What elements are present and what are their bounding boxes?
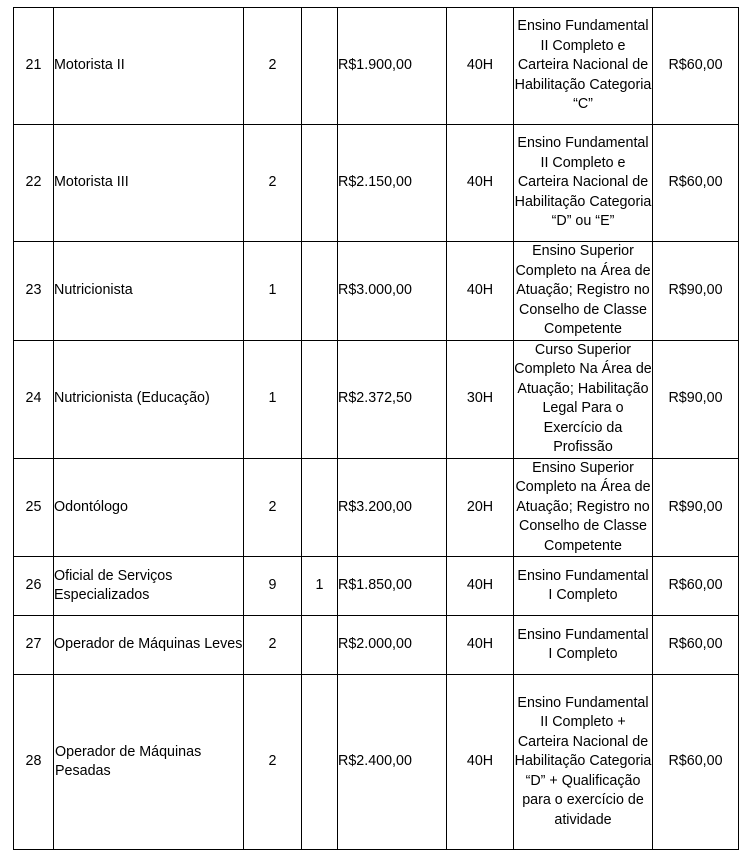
row-number: 23 <box>14 242 54 341</box>
vacancies: 2 <box>244 125 302 242</box>
registration-fee: R$90,00 <box>653 458 739 557</box>
reserved-vacancies: 1 <box>302 557 338 616</box>
registration-fee: R$60,00 <box>653 557 739 616</box>
registration-fee: R$60,00 <box>653 8 739 125</box>
salary: R$1.900,00 <box>338 8 447 125</box>
vacancies: 1 <box>244 242 302 341</box>
position-name: Operador de Máquinas Pesadas <box>54 675 244 850</box>
workload: 20H <box>447 458 514 557</box>
salary: R$2.400,00 <box>338 675 447 850</box>
position-name: Odontólogo <box>54 458 244 557</box>
position-name: Operador de Máquinas Leves <box>54 616 244 675</box>
table-row <box>14 675 739 850</box>
position-name: Oficial de Serviços Especializados <box>54 557 244 616</box>
row-number: 21 <box>14 8 54 125</box>
salary: R$1.850,00 <box>338 557 447 616</box>
table-row <box>14 242 739 341</box>
requirements: Ensino Fundamental I Completo <box>514 557 653 616</box>
reserved-vacancies <box>302 242 338 341</box>
reserved-vacancies <box>302 616 338 675</box>
workload: 30H <box>447 340 514 458</box>
requirements: Curso Superior Completo Na Área de Atuação; Habilitação Legal Para o Exercício da Profissão <box>514 340 653 458</box>
table-row <box>14 340 739 458</box>
reserved-vacancies <box>302 675 338 850</box>
workload: 40H <box>447 8 514 125</box>
requirements: Ensino Fundamental II Completo e Carteira Nacional de Habilitação Categoria “D” ou “E” <box>514 125 653 242</box>
workload: 40H <box>447 675 514 850</box>
reserved-vacancies <box>302 340 338 458</box>
position-name: Motorista II <box>54 8 244 125</box>
vacancies: 2 <box>244 8 302 125</box>
requirements: Ensino Fundamental II Completo + Carteira Nacional de Habilitação Categoria “D” + Qualificação para o exercício de atividade <box>514 675 653 850</box>
registration-fee: R$90,00 <box>653 340 739 458</box>
position-name: Motorista III <box>54 125 244 242</box>
reserved-vacancies <box>302 458 338 557</box>
vacancies: 2 <box>244 458 302 557</box>
vacancies: 1 <box>244 340 302 458</box>
registration-fee: R$60,00 <box>653 125 739 242</box>
registration-fee: R$60,00 <box>653 675 739 850</box>
registration-fee: R$60,00 <box>653 616 739 675</box>
row-number: 22 <box>14 125 54 242</box>
row-number: 24 <box>14 340 54 458</box>
workload: 40H <box>447 616 514 675</box>
table-row <box>14 458 739 557</box>
workload: 40H <box>447 242 514 341</box>
row-number: 25 <box>14 458 54 557</box>
table-row <box>14 616 739 675</box>
requirements: Ensino Fundamental II Completo e Carteira Nacional de Habilitação Categoria “C” <box>514 8 653 125</box>
position-name: Nutricionista <box>54 242 244 341</box>
table-row <box>14 557 739 616</box>
workload: 40H <box>447 125 514 242</box>
job-positions-table <box>13 7 739 850</box>
row-number: 28 <box>14 675 54 850</box>
workload: 40H <box>447 557 514 616</box>
row-number: 27 <box>14 616 54 675</box>
salary: R$2.372,50 <box>338 340 447 458</box>
salary: R$2.150,00 <box>338 125 447 242</box>
reserved-vacancies <box>302 8 338 125</box>
requirements: Ensino Fundamental I Completo <box>514 616 653 675</box>
requirements: Ensino Superior Completo na Área de Atuação; Registro no Conselho de Classe Competente <box>514 242 653 341</box>
reserved-vacancies <box>302 125 338 242</box>
requirements: Ensino Superior Completo na Área de Atuação; Registro no Conselho de Classe Competente <box>514 458 653 557</box>
vacancies: 2 <box>244 616 302 675</box>
salary: R$3.200,00 <box>338 458 447 557</box>
vacancies: 9 <box>244 557 302 616</box>
position-name: Nutricionista (Educação) <box>54 340 244 458</box>
row-number: 26 <box>14 557 54 616</box>
table-row <box>14 125 739 242</box>
vacancies: 2 <box>244 675 302 850</box>
registration-fee: R$90,00 <box>653 242 739 341</box>
table-row <box>14 8 739 125</box>
salary: R$2.000,00 <box>338 616 447 675</box>
salary: R$3.000,00 <box>338 242 447 341</box>
